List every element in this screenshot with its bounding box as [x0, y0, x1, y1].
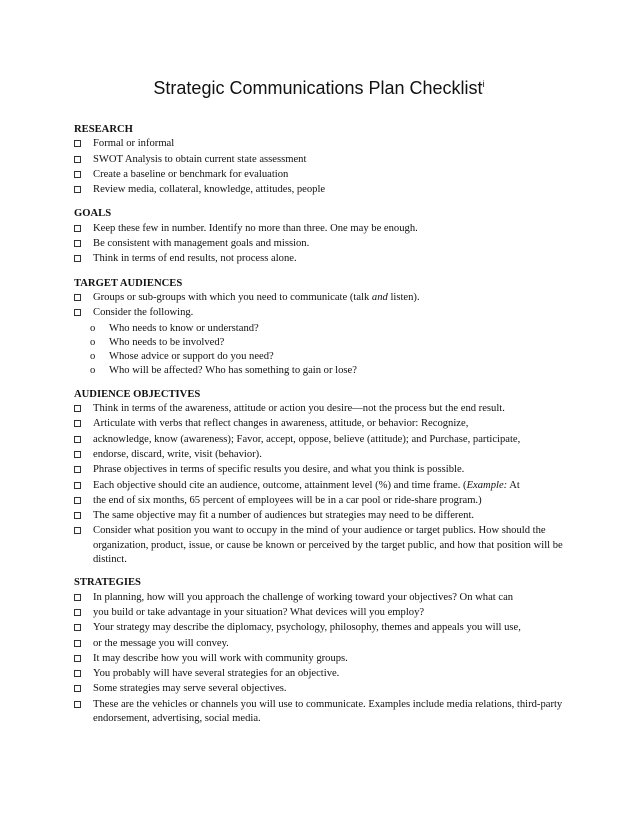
checklist-item: Think in terms of the awareness, attitude or action you desire—not the process but the end result. — [74, 402, 574, 417]
bullet-marker: o — [90, 322, 96, 334]
checkbox-icon[interactable] — [74, 168, 93, 183]
section-audience-objectives — [74, 388, 574, 568]
checklist-item: It may describe how you will work with community groups. — [74, 652, 574, 667]
checklist-item: acknowledge, know (awareness); Favor, accept, oppose, believe (attitude); and Purchase, participate, — [74, 433, 574, 448]
checklist-item: In planning, how will you approach the challenge of working toward your objectives? On what can — [74, 591, 574, 606]
checklist-item: Create a baseline or benchmark for evaluation — [74, 168, 574, 183]
checklist-item: SWOT Analysis to obtain current state assessment — [74, 153, 574, 168]
checkbox-icon[interactable] — [74, 479, 93, 494]
checklist-item: endorse, discard, write, visit (behavior). — [74, 448, 574, 463]
checklist-content — [74, 123, 574, 735]
checkbox-icon[interactable] — [74, 252, 93, 267]
checkbox-icon[interactable] — [74, 463, 93, 478]
bullet-marker: o — [90, 351, 96, 363]
bullet-marker: o — [90, 365, 96, 377]
sub-list-item: o Who needs to be involved? — [74, 336, 574, 350]
checklist-item: Review media, collateral, knowledge, attitudes, people — [74, 183, 574, 198]
checkbox-icon[interactable] — [74, 417, 93, 432]
checklist-item: You probably will have several strategies for an objective. — [74, 667, 574, 682]
checklist-item: Think in terms of end results, not process alone. — [74, 252, 574, 267]
checkbox-icon[interactable] — [74, 153, 93, 168]
sub-list-item: o Who will be affected? Who has something to gain or lose? — [74, 364, 574, 378]
checkbox-icon[interactable] — [74, 591, 93, 606]
section-heading-target-audiences: TARGET AUDIENCES — [74, 277, 183, 289]
sub-list-item: o Whose advice or support do you need? — [74, 350, 574, 364]
checklist-item: Consider the following. — [74, 306, 574, 321]
checkbox-icon[interactable] — [74, 652, 93, 667]
checklist-item: or the message you will convey. — [74, 637, 574, 652]
checklist-item: Consider what position you want to occupy in the mind of your audience or target publics. How should the organization, product, issue, or cause be known or perceived by the target public, and how that position will be distinct. — [74, 524, 574, 567]
section-strategies — [74, 576, 574, 726]
document-title — [0, 78, 638, 99]
title-footnote-marker: i — [482, 79, 485, 89]
checklist-item: Phrase objectives in terms of specific results you desire, and what you think is possible. — [74, 463, 574, 478]
checkbox-icon[interactable] — [74, 509, 93, 524]
sub-list-item: o Who needs to know or understand? — [74, 322, 574, 336]
checklist-item: you build or take advantage in your situation? What devices will you employ? — [74, 606, 574, 621]
checkbox-icon[interactable] — [74, 433, 93, 448]
bullet-marker: o — [90, 336, 96, 348]
checklist-item: These are the vehicles or channels you will use to communicate. Examples include media relations, third-party endorsement, advertising, social media. — [74, 698, 574, 727]
checkbox-icon[interactable] — [74, 637, 93, 652]
checklist-item: Some strategies may serve several objectives. — [74, 682, 574, 697]
checkbox-icon[interactable] — [74, 682, 93, 697]
checkbox-icon[interactable] — [74, 222, 93, 237]
checklist-item: Groups or sub-groups with which you need to communicate (talk and listen). — [74, 291, 574, 306]
checklist-item: Articulate with verbs that reflect changes in awareness, attitude, or behavior: Recognize, — [74, 417, 574, 432]
checklist-item: Each objective should cite an audience, outcome, attainment level (%) and time frame. (Example: At — [74, 479, 574, 494]
section-heading-strategies: STRATEGIES — [74, 577, 141, 589]
section-heading-research: RESEARCH — [74, 124, 133, 135]
checkbox-icon[interactable] — [74, 448, 93, 463]
checkbox-icon[interactable] — [74, 494, 93, 509]
checkbox-icon[interactable] — [74, 237, 93, 252]
section-heading-goals: GOALS — [74, 208, 112, 220]
section-goals — [74, 207, 574, 267]
checkbox-icon[interactable] — [74, 402, 93, 417]
checklist-item: Be consistent with management goals and mission. — [74, 237, 574, 252]
checkbox-icon[interactable] — [74, 667, 93, 682]
checklist-item: the end of six months, 65 percent of employees will be in a car pool or ride-share program.) — [74, 494, 574, 509]
section-target-audiences — [74, 277, 574, 379]
section-research — [74, 123, 574, 198]
checkbox-icon[interactable] — [74, 524, 93, 539]
checkbox-icon[interactable] — [74, 306, 93, 321]
checkbox-icon[interactable] — [74, 698, 93, 713]
checkbox-icon[interactable] — [74, 137, 93, 152]
section-heading-audience-objectives: AUDIENCE OBJECTIVES — [74, 388, 201, 400]
checkbox-icon[interactable] — [74, 183, 93, 198]
checklist-item: Keep these few in number. Identify no more than three. One may be enough. — [74, 222, 574, 237]
checklist-item: Your strategy may describe the diplomacy, psychology, philosophy, themes and appeals you will use, — [74, 621, 574, 636]
checklist-item: Formal or informal — [74, 137, 574, 152]
checkbox-icon[interactable] — [74, 621, 93, 636]
checkbox-icon[interactable] — [74, 291, 93, 306]
title-text: Strategic Communications Plan Checklist — [153, 78, 483, 98]
checklist-item: The same objective may fit a number of audiences but strategies may need to be different. — [74, 509, 574, 524]
checkbox-icon[interactable] — [74, 606, 93, 621]
